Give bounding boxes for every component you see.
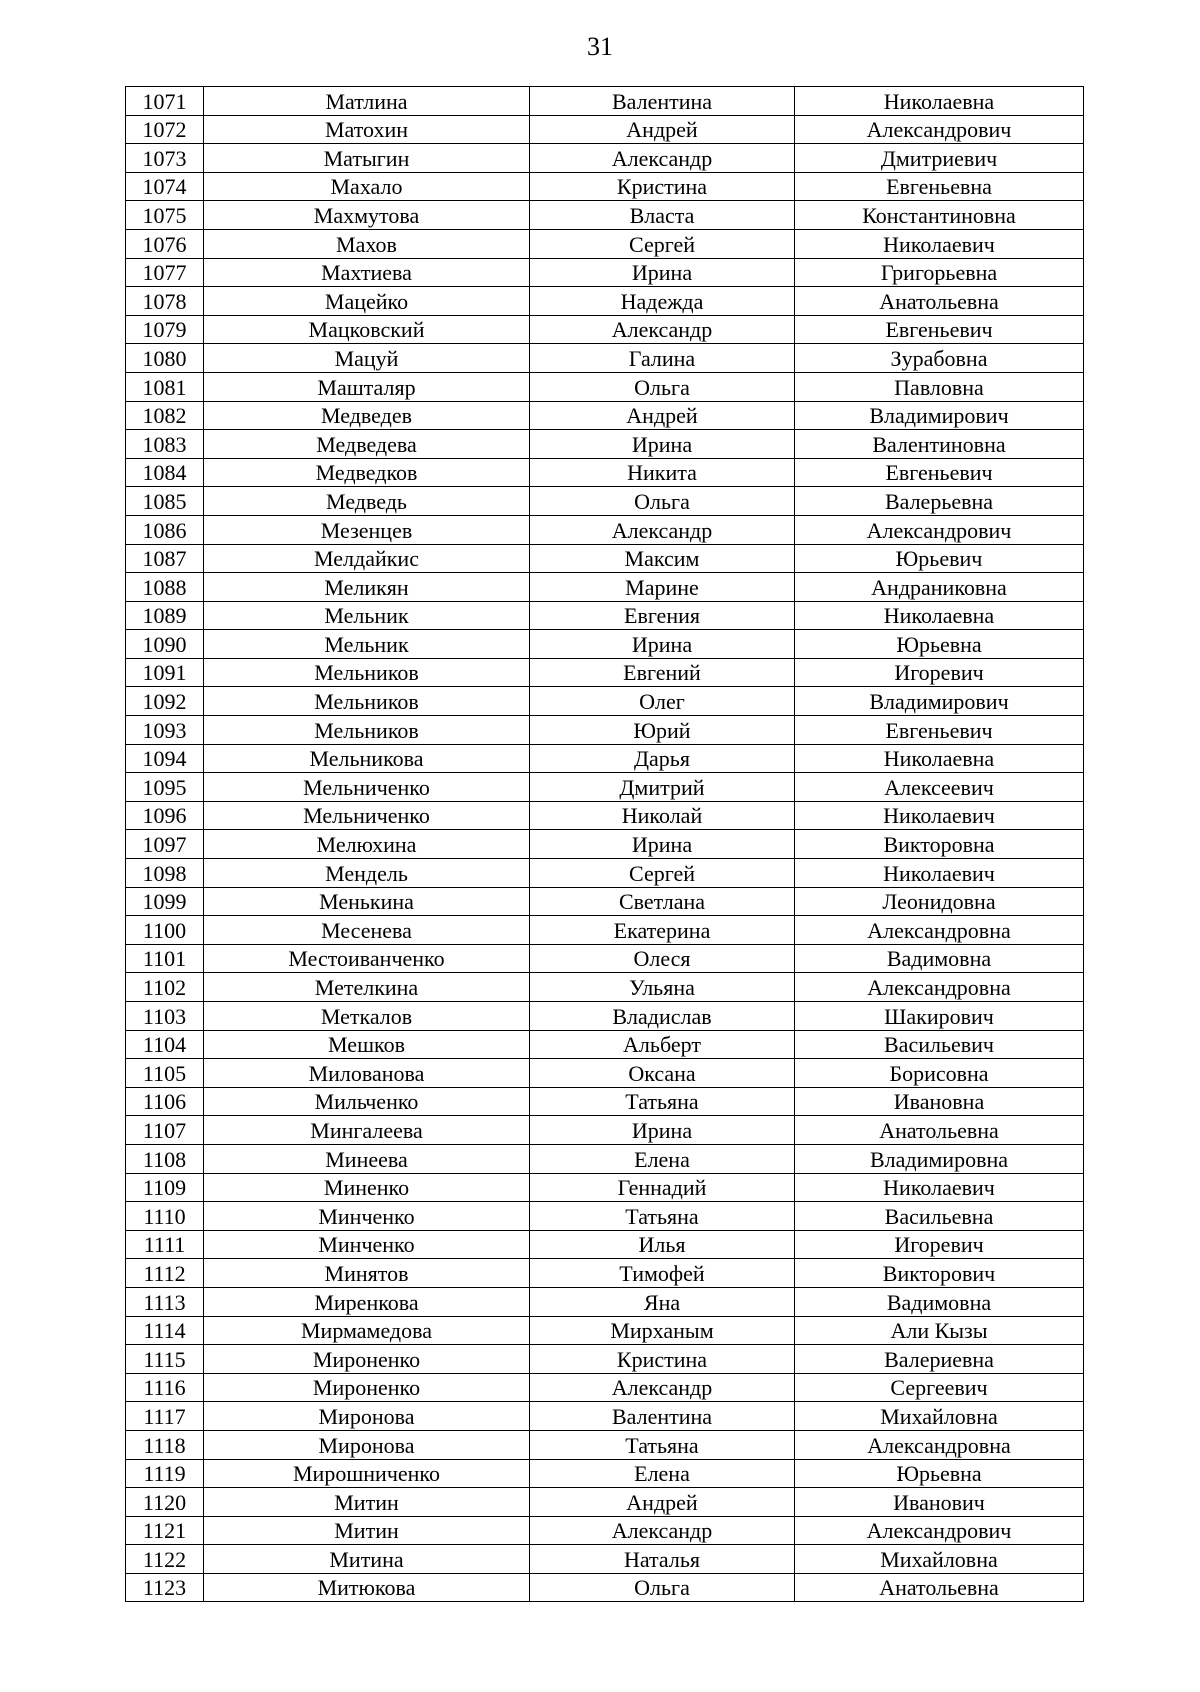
table-row <box>126 830 1084 859</box>
surname-cell: Махов <box>204 229 530 258</box>
patronymic-cell: Николаевич <box>795 859 1084 888</box>
surname-cell: Махало <box>204 172 530 201</box>
first-name-cell: Андрей <box>530 1488 795 1517</box>
table-row <box>126 744 1084 773</box>
first-name-cell: Ирина <box>530 630 795 659</box>
first-name-cell: Дарья <box>530 744 795 773</box>
table-row <box>126 544 1084 573</box>
table-row <box>126 687 1084 716</box>
patronymic-cell: Валериевна <box>795 1345 1084 1374</box>
first-name-cell: Валентина <box>530 1402 795 1431</box>
table-row <box>126 344 1084 373</box>
patronymic-cell: Николаевна <box>795 87 1084 116</box>
patronymic-cell: Евгеньевна <box>795 172 1084 201</box>
table-row <box>126 1116 1084 1145</box>
surname-cell: Медведь <box>204 487 530 516</box>
surname-cell: Метелкина <box>204 973 530 1002</box>
first-name-cell: Геннадий <box>530 1173 795 1202</box>
table-row <box>126 1545 1084 1574</box>
patronymic-cell: Вадимовна <box>795 944 1084 973</box>
table-row <box>126 630 1084 659</box>
row-number-cell: 1088 <box>126 573 204 602</box>
surname-cell: Менькина <box>204 887 530 916</box>
table-row <box>126 1430 1084 1459</box>
row-number-cell: 1107 <box>126 1116 204 1145</box>
patronymic-cell: Ивановна <box>795 1087 1084 1116</box>
row-number-cell: 1091 <box>126 658 204 687</box>
surname-cell: Митюкова <box>204 1573 530 1602</box>
row-number-cell: 1087 <box>126 544 204 573</box>
first-name-cell: Екатерина <box>530 916 795 945</box>
surname-cell: Медведев <box>204 401 530 430</box>
row-number-cell: 1122 <box>126 1545 204 1574</box>
first-name-cell: Светлана <box>530 887 795 916</box>
row-number-cell: 1086 <box>126 515 204 544</box>
patronymic-cell: Евгеньевич <box>795 458 1084 487</box>
first-name-cell: Ульяна <box>530 973 795 1002</box>
first-name-cell: Александр <box>530 315 795 344</box>
table-row <box>126 887 1084 916</box>
table-row <box>126 1373 1084 1402</box>
table-row <box>126 773 1084 802</box>
row-number-cell: 1114 <box>126 1316 204 1345</box>
patronymic-cell: Иванович <box>795 1488 1084 1517</box>
row-number-cell: 1112 <box>126 1259 204 1288</box>
page-number: 31 <box>587 32 613 61</box>
table-row <box>126 1030 1084 1059</box>
patronymic-cell: Борисовна <box>795 1059 1084 1088</box>
patronymic-cell: Михайловна <box>795 1545 1084 1574</box>
patronymic-cell: Дмитриевич <box>795 144 1084 173</box>
first-name-cell: Андрей <box>530 401 795 430</box>
first-name-cell: Илья <box>530 1230 795 1259</box>
first-name-cell: Ирина <box>530 430 795 459</box>
table-row <box>126 944 1084 973</box>
row-number-cell: 1085 <box>126 487 204 516</box>
patronymic-cell: Николаевич <box>795 801 1084 830</box>
row-number-cell: 1104 <box>126 1030 204 1059</box>
row-number-cell: 1076 <box>126 229 204 258</box>
table-row <box>126 401 1084 430</box>
surname-cell: Миненко <box>204 1173 530 1202</box>
surname-cell: Мельник <box>204 601 530 630</box>
row-number-cell: 1075 <box>126 201 204 230</box>
row-number-cell: 1090 <box>126 630 204 659</box>
table-row <box>126 716 1084 745</box>
table-row <box>126 601 1084 630</box>
surname-cell: Миронова <box>204 1402 530 1431</box>
patronymic-cell: Сергеевич <box>795 1373 1084 1402</box>
surname-cell: Мацейко <box>204 287 530 316</box>
table-row <box>126 859 1084 888</box>
table-row <box>126 515 1084 544</box>
first-name-cell: Мирханым <box>530 1316 795 1345</box>
row-number-cell: 1078 <box>126 287 204 316</box>
row-number-cell: 1095 <box>126 773 204 802</box>
row-number-cell: 1083 <box>126 430 204 459</box>
row-number-cell: 1117 <box>126 1402 204 1431</box>
patronymic-cell: Александровна <box>795 916 1084 945</box>
first-name-cell: Олег <box>530 687 795 716</box>
patronymic-cell: Али Кызы <box>795 1316 1084 1345</box>
patronymic-cell: Юрьевич <box>795 544 1084 573</box>
row-number-cell: 1111 <box>126 1230 204 1259</box>
first-name-cell: Николай <box>530 801 795 830</box>
patronymic-cell: Леонидовна <box>795 887 1084 916</box>
row-number-cell: 1077 <box>126 258 204 287</box>
first-name-cell: Ирина <box>530 1116 795 1145</box>
first-name-cell: Юрий <box>530 716 795 745</box>
row-number-cell: 1108 <box>126 1144 204 1173</box>
surname-cell: Мильченко <box>204 1087 530 1116</box>
table-row <box>126 1230 1084 1259</box>
first-name-cell: Ирина <box>530 830 795 859</box>
table-row <box>126 201 1084 230</box>
first-name-cell: Альберт <box>530 1030 795 1059</box>
first-name-cell: Марине <box>530 573 795 602</box>
table-row <box>126 801 1084 830</box>
surname-cell: Митина <box>204 1545 530 1574</box>
first-name-cell: Надежда <box>530 287 795 316</box>
table-row <box>126 1087 1084 1116</box>
patronymic-cell: Павловна <box>795 372 1084 401</box>
surname-cell: Мацковский <box>204 315 530 344</box>
row-number-cell: 1115 <box>126 1345 204 1374</box>
surname-cell: Мендель <box>204 859 530 888</box>
surname-cell: Мельниченко <box>204 773 530 802</box>
row-number-cell: 1113 <box>126 1287 204 1316</box>
surname-cell: Мингалеева <box>204 1116 530 1145</box>
patronymic-cell: Игоревич <box>795 1230 1084 1259</box>
first-name-cell: Ольга <box>530 372 795 401</box>
patronymic-cell: Николаевна <box>795 744 1084 773</box>
table-row <box>126 229 1084 258</box>
surname-cell: Меткалов <box>204 1002 530 1031</box>
surname-cell: Мироненко <box>204 1373 530 1402</box>
first-name-cell: Максим <box>530 544 795 573</box>
table-row <box>126 315 1084 344</box>
first-name-cell: Олеся <box>530 944 795 973</box>
surname-cell: Минченко <box>204 1202 530 1231</box>
surname-cell: Мирошниченко <box>204 1459 530 1488</box>
patronymic-cell: Анатольевна <box>795 1116 1084 1145</box>
surname-cell: Мирмамедова <box>204 1316 530 1345</box>
table-row <box>126 1144 1084 1173</box>
row-number-cell: 1074 <box>126 172 204 201</box>
table-row <box>126 1287 1084 1316</box>
row-number-cell: 1101 <box>126 944 204 973</box>
first-name-cell: Владислав <box>530 1002 795 1031</box>
table-row <box>126 115 1084 144</box>
table-row <box>126 1002 1084 1031</box>
row-number-cell: 1097 <box>126 830 204 859</box>
surname-cell: Мельников <box>204 687 530 716</box>
surname-cell: Мешков <box>204 1030 530 1059</box>
surname-cell: Минченко <box>204 1230 530 1259</box>
surname-cell: Мельников <box>204 658 530 687</box>
row-number-cell: 1121 <box>126 1516 204 1545</box>
surname-cell: Миренкова <box>204 1287 530 1316</box>
patronymic-cell: Николаевич <box>795 1173 1084 1202</box>
table-row <box>126 1459 1084 1488</box>
first-name-cell: Яна <box>530 1287 795 1316</box>
table-row <box>126 916 1084 945</box>
table-row <box>126 1345 1084 1374</box>
table-row <box>126 172 1084 201</box>
patronymic-cell: Александровна <box>795 973 1084 1002</box>
surname-cell: Мелюхина <box>204 830 530 859</box>
row-number-cell: 1102 <box>126 973 204 1002</box>
first-name-cell: Сергей <box>530 229 795 258</box>
row-number-cell: 1081 <box>126 372 204 401</box>
surname-cell: Митин <box>204 1488 530 1517</box>
patronymic-cell: Анатольевна <box>795 287 1084 316</box>
first-name-cell: Александр <box>530 515 795 544</box>
row-number-cell: 1110 <box>126 1202 204 1231</box>
surname-cell: Миронова <box>204 1430 530 1459</box>
first-name-cell: Дмитрий <box>530 773 795 802</box>
table-row <box>126 658 1084 687</box>
patronymic-cell: Игоревич <box>795 658 1084 687</box>
first-name-cell: Елена <box>530 1459 795 1488</box>
patronymic-cell: Викторовна <box>795 830 1084 859</box>
patronymic-cell: Николаевна <box>795 601 1084 630</box>
patronymic-cell: Александрович <box>795 515 1084 544</box>
row-number-cell: 1082 <box>126 401 204 430</box>
first-name-cell: Тимофей <box>530 1259 795 1288</box>
table-row <box>126 1516 1084 1545</box>
first-name-cell: Ирина <box>530 258 795 287</box>
first-name-cell: Евгений <box>530 658 795 687</box>
first-name-cell: Александр <box>530 1516 795 1545</box>
table-row <box>126 573 1084 602</box>
first-name-cell: Валентина <box>530 87 795 116</box>
patronymic-cell: Евгеньевич <box>795 716 1084 745</box>
table-row <box>126 87 1084 116</box>
patronymic-cell: Шакирович <box>795 1002 1084 1031</box>
patronymic-cell: Владимирович <box>795 401 1084 430</box>
patronymic-cell: Валентиновна <box>795 430 1084 459</box>
surname-cell: Митин <box>204 1516 530 1545</box>
surname-cell: Мельникова <box>204 744 530 773</box>
row-number-cell: 1089 <box>126 601 204 630</box>
row-number-cell: 1118 <box>126 1430 204 1459</box>
row-number-cell: 1098 <box>126 859 204 888</box>
roster-body <box>126 87 1084 1602</box>
surname-cell: Мельников <box>204 716 530 745</box>
table-row <box>126 287 1084 316</box>
surname-cell: Минятов <box>204 1259 530 1288</box>
surname-cell: Матлина <box>204 87 530 116</box>
first-name-cell: Кристина <box>530 1345 795 1374</box>
first-name-cell: Оксана <box>530 1059 795 1088</box>
surname-cell: Месенева <box>204 916 530 945</box>
surname-cell: Матыгин <box>204 144 530 173</box>
row-number-cell: 1106 <box>126 1087 204 1116</box>
patronymic-cell: Владимирович <box>795 687 1084 716</box>
row-number-cell: 1105 <box>126 1059 204 1088</box>
patronymic-cell: Николаевич <box>795 229 1084 258</box>
first-name-cell: Андрей <box>530 115 795 144</box>
first-name-cell: Галина <box>530 344 795 373</box>
surname-cell: Махмутова <box>204 201 530 230</box>
surname-cell: Мельник <box>204 630 530 659</box>
row-number-cell: 1072 <box>126 115 204 144</box>
table-row <box>126 1259 1084 1288</box>
table-row <box>126 258 1084 287</box>
first-name-cell: Сергей <box>530 859 795 888</box>
table-row <box>126 144 1084 173</box>
surname-cell: Мироненко <box>204 1345 530 1374</box>
first-name-cell: Александр <box>530 1373 795 1402</box>
table-row <box>126 372 1084 401</box>
surname-cell: Минеева <box>204 1144 530 1173</box>
patronymic-cell: Васильевна <box>795 1202 1084 1231</box>
table-row <box>126 458 1084 487</box>
surname-cell: Мельниченко <box>204 801 530 830</box>
surname-cell: Местоиванченко <box>204 944 530 973</box>
first-name-cell: Татьяна <box>530 1087 795 1116</box>
surname-cell: Меликян <box>204 573 530 602</box>
surname-cell: Мелдайкис <box>204 544 530 573</box>
patronymic-cell: Юрьевна <box>795 1459 1084 1488</box>
patronymic-cell: Александрович <box>795 115 1084 144</box>
first-name-cell: Елена <box>530 1144 795 1173</box>
surname-cell: Машталяр <box>204 372 530 401</box>
row-number-cell: 1080 <box>126 344 204 373</box>
first-name-cell: Кристина <box>530 172 795 201</box>
first-name-cell: Татьяна <box>530 1202 795 1231</box>
surname-cell: Милованова <box>204 1059 530 1088</box>
row-number-cell: 1079 <box>126 315 204 344</box>
row-number-cell: 1116 <box>126 1373 204 1402</box>
first-name-cell: Александр <box>530 144 795 173</box>
patronymic-cell: Викторович <box>795 1259 1084 1288</box>
row-number-cell: 1084 <box>126 458 204 487</box>
first-name-cell: Наталья <box>530 1545 795 1574</box>
row-number-cell: 1100 <box>126 916 204 945</box>
first-name-cell: Никита <box>530 458 795 487</box>
surname-cell: Матохин <box>204 115 530 144</box>
row-number-cell: 1094 <box>126 744 204 773</box>
table-row <box>126 1573 1084 1602</box>
row-number-cell: 1073 <box>126 144 204 173</box>
row-number-cell: 1119 <box>126 1459 204 1488</box>
surname-cell: Махтиева <box>204 258 530 287</box>
row-number-cell: 1103 <box>126 1002 204 1031</box>
row-number-cell: 1109 <box>126 1173 204 1202</box>
table-row <box>126 1488 1084 1517</box>
row-number-cell: 1093 <box>126 716 204 745</box>
table-row <box>126 1316 1084 1345</box>
first-name-cell: Власта <box>530 201 795 230</box>
first-name-cell: Татьяна <box>530 1430 795 1459</box>
patronymic-cell: Андраниковна <box>795 573 1084 602</box>
name-roster-table <box>125 86 1084 1602</box>
patronymic-cell: Григорьевна <box>795 258 1084 287</box>
table-row <box>126 1202 1084 1231</box>
patronymic-cell: Евгеньевич <box>795 315 1084 344</box>
surname-cell: Мезенцев <box>204 515 530 544</box>
patronymic-cell: Анатольевна <box>795 1573 1084 1602</box>
surname-cell: Медведева <box>204 430 530 459</box>
patronymic-cell: Юрьевна <box>795 630 1084 659</box>
table-row <box>126 1173 1084 1202</box>
patronymic-cell: Александровна <box>795 1430 1084 1459</box>
patronymic-cell: Валерьевна <box>795 487 1084 516</box>
row-number-cell: 1120 <box>126 1488 204 1517</box>
row-number-cell: 1071 <box>126 87 204 116</box>
patronymic-cell: Владимировна <box>795 1144 1084 1173</box>
first-name-cell: Ольга <box>530 487 795 516</box>
row-number-cell: 1096 <box>126 801 204 830</box>
table-row <box>126 430 1084 459</box>
first-name-cell: Евгения <box>530 601 795 630</box>
patronymic-cell: Константиновна <box>795 201 1084 230</box>
surname-cell: Мацуй <box>204 344 530 373</box>
patronymic-cell: Зурабовна <box>795 344 1084 373</box>
first-name-cell: Ольга <box>530 1573 795 1602</box>
table-row <box>126 1402 1084 1431</box>
row-number-cell: 1099 <box>126 887 204 916</box>
patronymic-cell: Александрович <box>795 1516 1084 1545</box>
surname-cell: Медведков <box>204 458 530 487</box>
table-row <box>126 973 1084 1002</box>
patronymic-cell: Вадимовна <box>795 1287 1084 1316</box>
patronymic-cell: Алексеевич <box>795 773 1084 802</box>
table-row <box>126 1059 1084 1088</box>
table-row <box>126 487 1084 516</box>
row-number-cell: 1123 <box>126 1573 204 1602</box>
row-number-cell: 1092 <box>126 687 204 716</box>
patronymic-cell: Михайловна <box>795 1402 1084 1431</box>
patronymic-cell: Васильевич <box>795 1030 1084 1059</box>
